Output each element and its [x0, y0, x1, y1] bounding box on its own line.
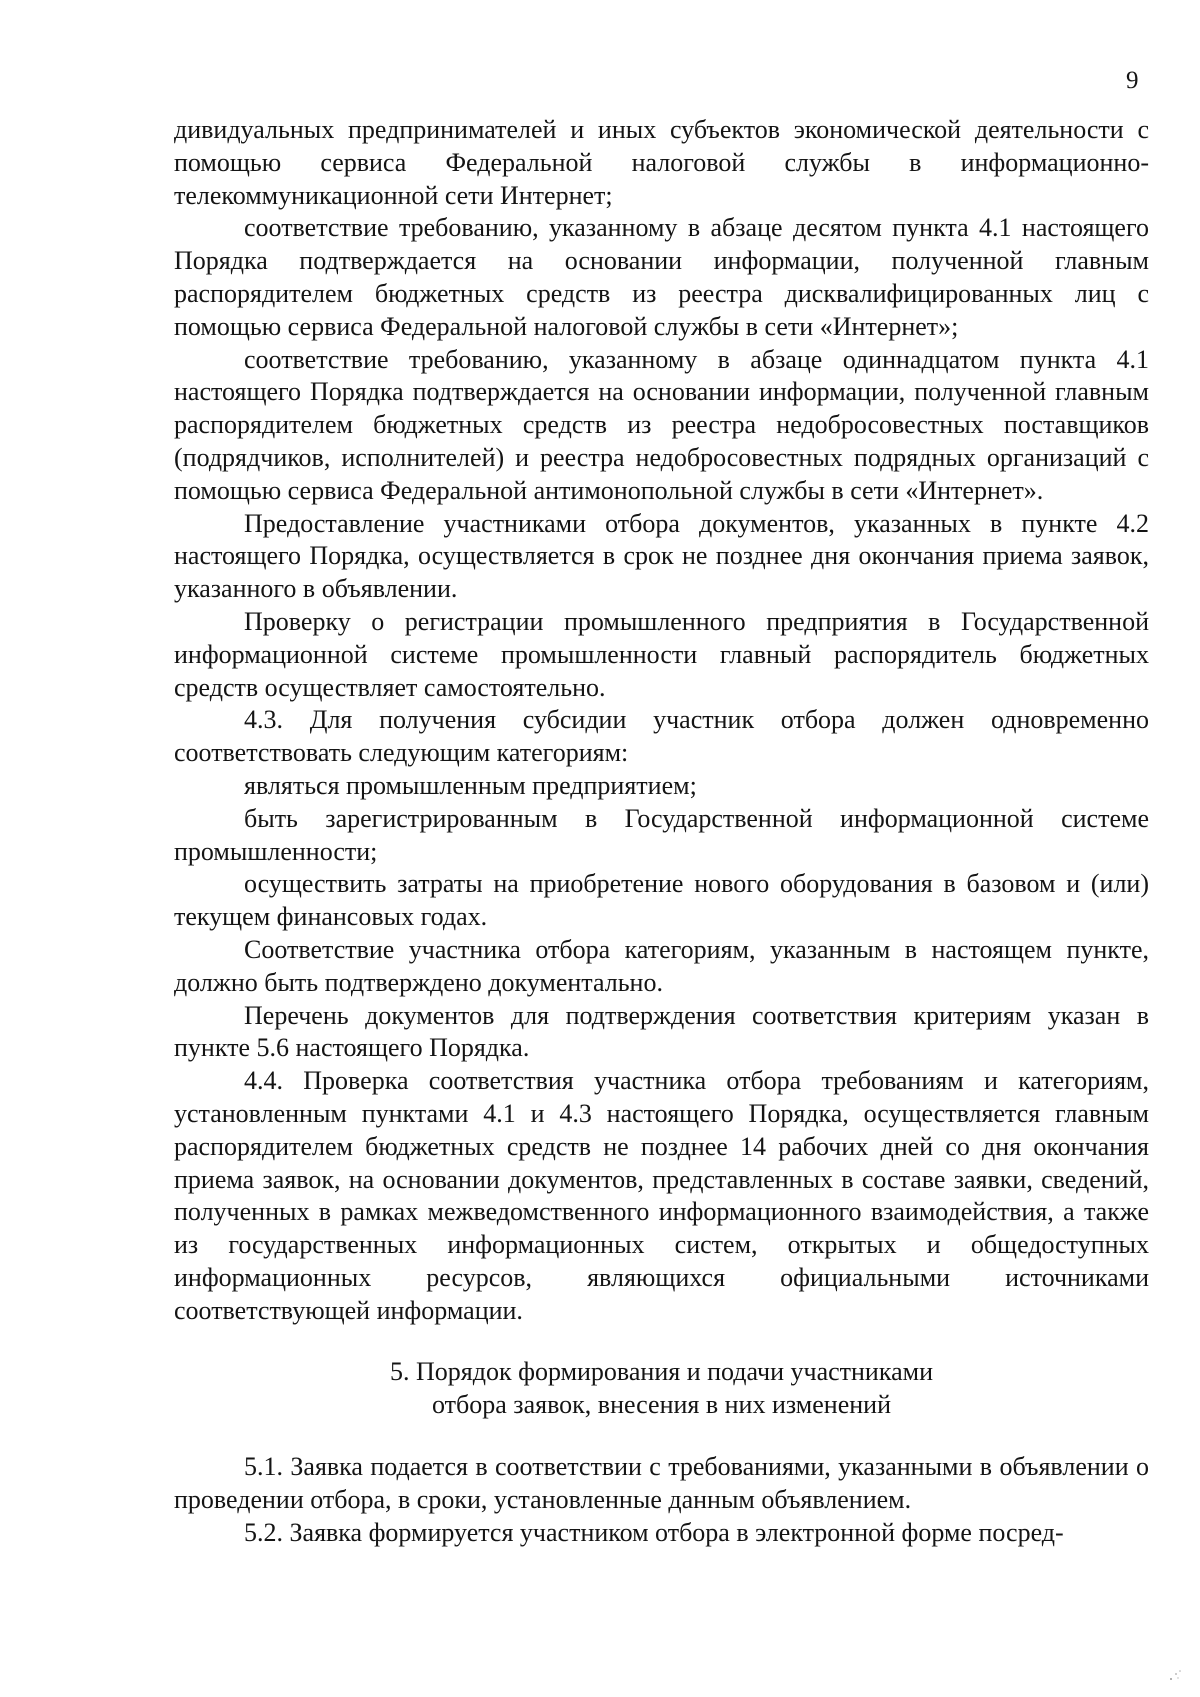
paragraph: Перечень документов для подтверждения соответствия критериям указан в пункте 5.6 настоящего Порядка.: [174, 1000, 1149, 1063]
paragraph: 4.3. Для получения субсидии участник отбора должен одновременно соответствовать следующим категориям:: [174, 705, 1149, 768]
paragraph: соответствие требованию, указанному в абзаце одиннадцатом пункта 4.1 настоящего Порядка подтверждается на основании информации, полученной главным распорядителем бюджетных средств из реестра недобросовестных поставщиков (подрядчиков, исполнителей) и реестра недобросовестных подрядных организаций с помощью сервиса Федеральной антимонопольной службы в сети «Интернет».: [174, 344, 1149, 505]
section-heading-line: 5. Порядок формирования и подачи участниками: [390, 1357, 933, 1387]
paragraph: соответствие требованию, указанному в абзаце десятом пункта 4.1 настоящего Порядка подтверждается на основании информации, полученной главным распорядителем бюджетных средств из реестра дисквалифицированных лиц с помощью сервиса Федеральной налоговой службы в сети «Интернет»;: [174, 213, 1149, 341]
paragraph: Соответствие участника отбора категориям, указанным в настоящем пункте, должно быть подтверждено документально.: [174, 934, 1149, 997]
paragraph: 5.1. Заявка подается в соответствии с требованиями, указанными в объявлении о проведении отбора, в сроки, установленные данным объявлением.: [174, 1452, 1149, 1514]
document-body: [174, 114, 1149, 1549]
paragraph: быть зарегистрированным в Государственной информационной системе промышленности;: [174, 803, 1149, 866]
page-number: 9: [1126, 67, 1139, 94]
paragraph: Предоставление участниками отбора документов, указанных в пункте 4.2 настоящего Порядка, осуществляется в срок не позднее дня окончания приема заявок, указанного в объявлении.: [174, 508, 1149, 604]
paragraph: осуществить затраты на приобретение нового оборудования в базовом и (или) текущем финансовых годах.: [174, 869, 1149, 932]
paragraph: являться промышленным предприятием;: [244, 770, 697, 800]
paragraph: дивидуальных предпринимателей и иных субъектов экономической деятельности с помощью сервиса Федеральной налоговой службы в информационно-телекоммуникационной сети Интернет;: [174, 115, 1149, 210]
paragraph: Проверку о регистрации промышленного предприятия в Государственной информационной системе промышленности главный распорядитель бюджетных средств осуществляет самостоятельно.: [174, 606, 1149, 702]
paragraph: 4.4. Проверка соответствия участника отбора требованиям и категориям, установленным пунктами 4.1 и 4.3 настоящего Порядка, осуществляется главным распорядителем бюджетных средств не позднее 14 рабочих дней со дня окончания приема заявок, на основании документов, представленных в составе заявки, сведений, полученных в рамках межведомственного информационного взаимодействия, а также из государственных информационных систем, открытых и общедоступных информационных ресурсов, являющихся официальными источниками соответствующей информации.: [174, 1066, 1149, 1325]
scan-speck-mark: [1168, 1668, 1184, 1682]
section-heading: [174, 1356, 1149, 1422]
section-heading-line: отбора заявок, внесения в них изменений: [432, 1390, 891, 1420]
paragraph: 5.2. Заявка формируется участником отбора в электронной форме посред-: [244, 1517, 1064, 1547]
